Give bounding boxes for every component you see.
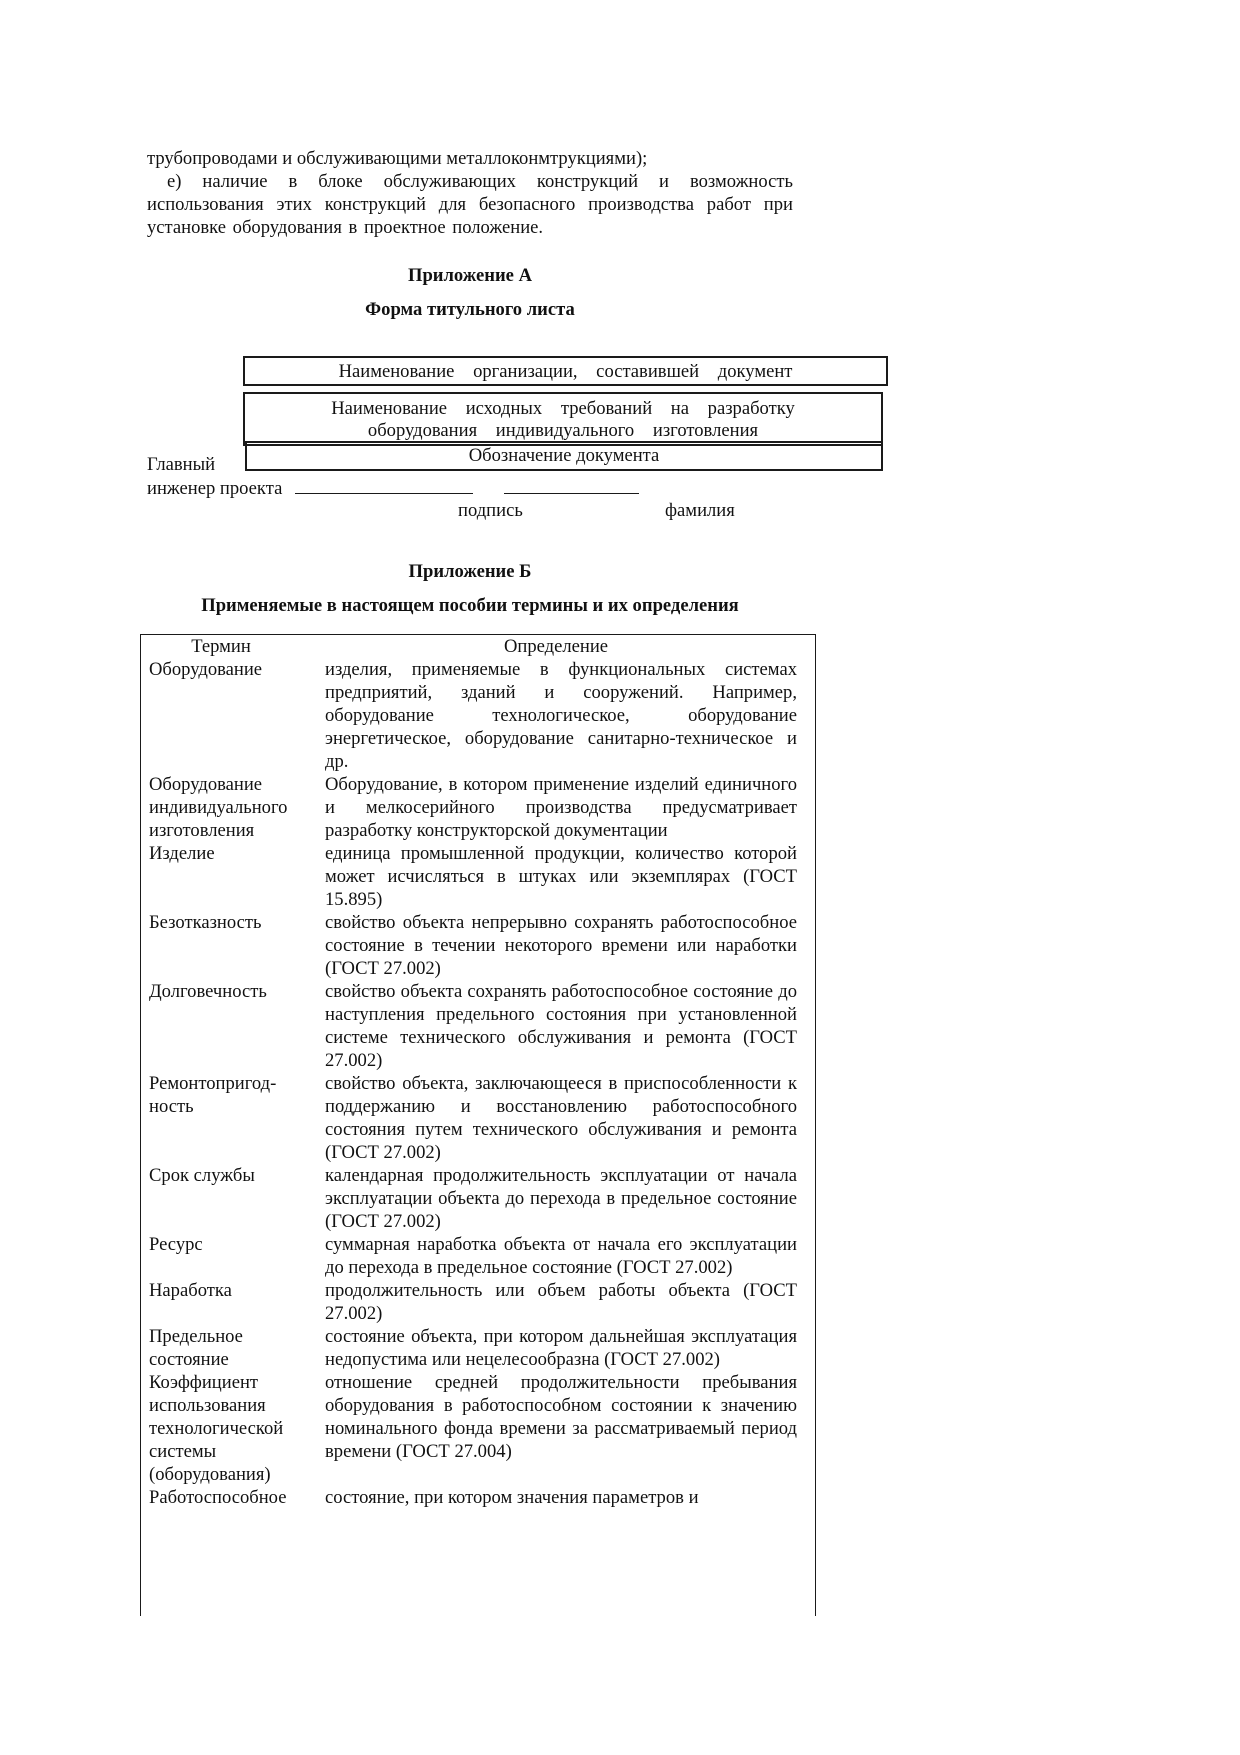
term-cell: Ремонтопригод- ность (149, 1073, 277, 1117)
header-definition: Определение (503, 636, 609, 657)
term-cell: Оборудование индивидуального изготовления (149, 774, 288, 841)
term-cell: Наработка (149, 1280, 232, 1301)
definition-cell: продолжительность или объем работы объекта (ГОСТ 27.002) (325, 1280, 797, 1324)
appendix-a-subtitle: Форма титульного листа (365, 299, 575, 320)
definition-cell: свойство объекта, заключающееся в приспособленности к поддержанию и восстановлению работоспособного состояния путем технического обслуживания и ремонта (ГОСТ 27.002) (325, 1073, 797, 1163)
definition-cell: календарная продолжительность эксплуатации от начала эксплуатации объекта до перехода в предельное состояние (ГОСТ 27.002) (325, 1165, 797, 1232)
intro-line: трубопроводами и обслуживающими металлоконмтрукциями); (147, 148, 648, 169)
definition-cell: отношение средней продолжительности пребывания оборудования в работоспособном состоянии к значению номинального фонда времени за рассматриваемый период времени (ГОСТ 27.004) (325, 1372, 797, 1462)
definition-cell: изделия, применяемые в функциональных системах предприятий, зданий и сооружений. Например, оборудование технологическое, оборудование энергетическое, оборудование санитарно-техническое и др. (325, 659, 797, 772)
chief-engineer-label-1: Главный (147, 454, 216, 475)
appendix-b-title: Приложение Б (408, 561, 532, 582)
terms-table-body (141, 658, 815, 1509)
chief-engineer-row (147, 476, 639, 500)
term-cell: Работоспособное (149, 1487, 287, 1508)
definition-cell: состояние объекта, при котором дальнейшая эксплуатация недопустима или нецелесообразна (ГОСТ 27.002) (325, 1326, 797, 1370)
surname-caption: фамилия (665, 500, 735, 521)
terms-table-header (141, 635, 815, 658)
appendix-b-subtitle: Применяемые в настоящем пособии термины и их определения (201, 595, 739, 616)
definition-cell: свойство объекта сохранять работоспособное состояние до наступления предельного состояния при установленной системе технического обслуживания и ремонта (ГОСТ 27.002) (325, 981, 797, 1071)
title-box-designation-text: Обозначение документа (468, 445, 660, 466)
appendix-a-title: Приложение А (407, 265, 533, 286)
intro-section (147, 147, 793, 239)
table-row (141, 1072, 815, 1164)
table-row (141, 658, 815, 773)
term-cell: Изделие (149, 843, 215, 864)
table-row (141, 1164, 815, 1233)
signature-line (295, 476, 473, 494)
definition-cell: состояние, при котором значения параметров и (325, 1487, 699, 1508)
term-cell: Срок службы (149, 1165, 255, 1186)
header-term: Термин (191, 636, 251, 657)
table-row (141, 1325, 815, 1371)
term-cell: Оборудование (149, 659, 263, 680)
title-box-designation (245, 441, 883, 471)
chief-engineer-label-2: инженер проекта (147, 478, 283, 499)
title-box-requirements-line2: оборудования индивидуального изготовления (367, 420, 759, 441)
table-row (141, 1233, 815, 1279)
definition-cell: свойство объекта непрерывно сохранять работоспособное состояние в течении некоторого времени или наработки (ГОСТ 27.002) (325, 912, 797, 979)
term-cell: Безотказность (149, 912, 262, 933)
signature-caption: подпись (458, 500, 523, 521)
title-box-organization (243, 356, 888, 386)
intro-paragraph: е) наличие в блоке обслуживающих конструкций и возможность использования этих конструкций для безопасного производства работ при установке оборудования в проектное положение. (147, 171, 793, 238)
surname-line (504, 476, 639, 494)
term-cell: Долговечность (149, 981, 267, 1002)
definition-cell: единица промышленной продукции, количество которой может исчисляться в штуках или экземплярах (ГОСТ 15.895) (325, 843, 797, 910)
definition-cell: суммарная наработка объекта от начала его эксплуатации до перехода в предельное состояние (ГОСТ 27.002) (325, 1234, 797, 1278)
table-row (141, 1486, 815, 1509)
table-row (141, 1371, 815, 1486)
table-row (141, 911, 815, 980)
title-box-requirements (243, 392, 883, 446)
table-row (141, 980, 815, 1072)
definition-cell: Оборудование, в котором применение изделий единичного и мелкосерийного производства предусматривает разработку конструкторской документации (325, 774, 797, 841)
title-box-organization-text: Наименование организации, составившей документ (338, 361, 793, 382)
term-cell: Предельное состояние (149, 1326, 243, 1370)
terms-table (140, 634, 816, 1616)
table-row (141, 842, 815, 911)
table-row (141, 773, 815, 842)
title-box-requirements-line1: Наименование исходных требований на разработку (331, 398, 795, 419)
term-cell: Коэффициент использования технологической системы (оборудования) (149, 1372, 284, 1485)
term-cell: Ресурс (149, 1234, 203, 1255)
table-row (141, 1279, 815, 1325)
